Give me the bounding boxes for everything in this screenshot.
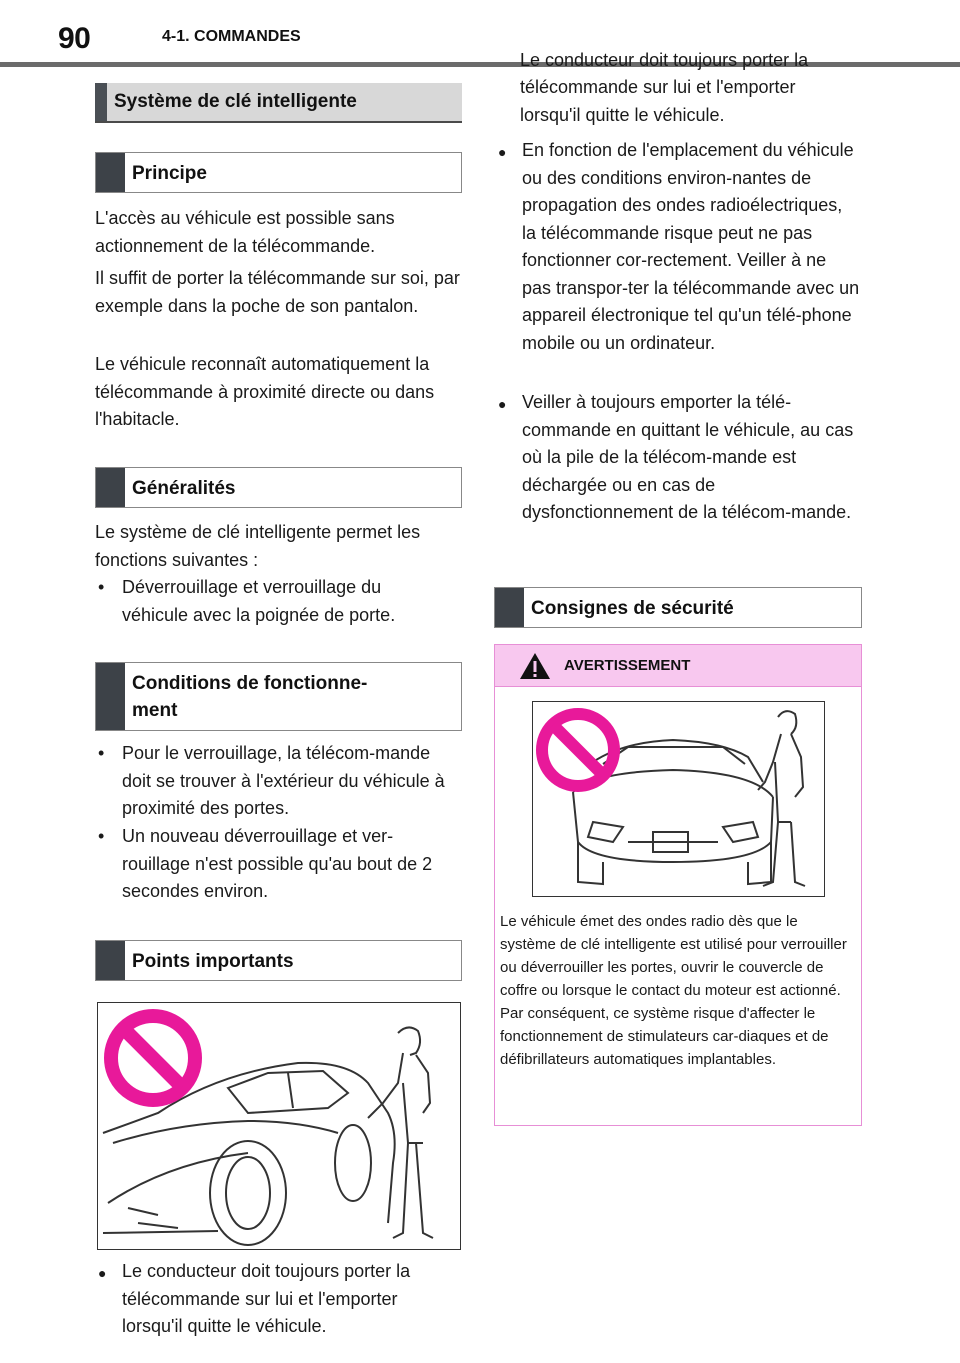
points-bullet-2-text: En fonction de l'emplacement du véhicule ou des conditions environ-nantes de propagation des ondes radioélectriques, la télécommande risque peut ne pas fonctionner cor-rectement. Veiller à ne pas transpor-ter la télécommande avec un appareil électronique tel qu'un télé-phone mobile ou un ordinateur. [522, 140, 860, 353]
illustration-car-front [532, 701, 825, 897]
warning-text: Le véhicule émet des ondes radio dès que le système de clé intelligente est utilisé pour verrouiller ou déverrouiller les portes, ouvrir le couvercle de coffre ou lorsque le contact du moteur est actionné. Par conséquent, ce système risque d'affecter le fonctionnement de stimulateurs car-diaques et de défibrillateurs automatiques implantables. [500, 913, 847, 1068]
warning-triangle-icon [519, 652, 551, 680]
conditions-item-text: Un nouveau déverrouillage et ver-rouillage n'est possible qu'au bout de 2 secondes environ. [122, 826, 433, 901]
principe-paragraph-1: L'accès au véhicule est possible sans actionnement de la télécommande. [95, 208, 395, 256]
points-bullet-1-continuation-text: Le conducteur doit toujours porter la télécommande sur lui et l'emporter lorsqu'il quitte le véhicule. [520, 49, 809, 125]
heading-bar [495, 588, 524, 627]
points-heading-text: Points importants [132, 951, 294, 972]
conditions-heading-line1: Conditions de fonctionne- [132, 673, 368, 694]
points-bullet-1-part1 [122, 1258, 462, 1336]
heading-bar [96, 663, 125, 730]
securite-heading [494, 587, 862, 628]
heading-bar [96, 468, 125, 507]
principe-paragraph-3: Le véhicule reconnaît automatiquement la télécommande à proximité directe ou dans l'habitacle. [95, 354, 435, 429]
points-bullet-3-text: Veiller à toujours emporter la télé-commande en quittant le véhicule, au cas où la pile de la télécom-mande est déchargée ou en cas de dysfonctionnement de la télécom-mande. [522, 392, 854, 522]
illustration-driver-with-key [97, 1002, 461, 1250]
generalites-item-text: Déverrouillage et verrouillage du véhicule avec la poignée de porte. [122, 577, 396, 625]
chapter-title: 4-1. COMMANDES [162, 28, 301, 45]
car-front-illustration [533, 702, 824, 896]
bullet-dot: • [98, 743, 105, 763]
generalites-intro: Le système de clé intelligente permet les fonctions suivantes : [95, 522, 421, 570]
generalites-heading [95, 467, 462, 508]
warning-box [494, 644, 862, 1126]
page-number: 90 [58, 22, 91, 55]
conditions-item-text: Pour le verrouillage, la télécom-mande doit se trouver à l'extérieur du véhicule à proximité des portes. [122, 743, 445, 818]
points-bullet-1-text: Le conducteur doit toujours porter la télécommande sur lui et l'emporter lorsqu'il quitte le véhicule. [122, 1261, 411, 1336]
bullet-dot: ● [498, 144, 507, 160]
principe-paragraph-2: Il suffit de porter la télécommande sur soi, par exemple dans la poche de son pantalon. [95, 268, 460, 316]
warning-header [495, 645, 861, 687]
principe-heading [95, 152, 462, 193]
conditions-heading-text [132, 670, 367, 724]
securite-heading-text: Consignes de sécurité [531, 598, 734, 619]
heading-bar [96, 153, 125, 192]
section-heading-bar [95, 83, 107, 121]
generalites-heading-text: Généralités [132, 478, 236, 499]
conditions-heading-line2: ment [132, 700, 178, 721]
warning-title: AVERTISSEMENT [564, 657, 691, 674]
car-driver-illustration [98, 1003, 460, 1249]
section-heading [95, 83, 462, 123]
points-bullet-1-continuation [520, 49, 860, 130]
bullet-dot: • [98, 577, 105, 597]
principe-heading-text: Principe [132, 163, 207, 184]
bullet-dot: ● [98, 1265, 107, 1281]
section-heading-text: Système de clé intelligente [114, 91, 357, 112]
heading-bar [96, 941, 125, 980]
points-heading [95, 940, 462, 981]
bullet-dot: • [98, 826, 105, 846]
bullet-dot: ● [498, 396, 507, 412]
conditions-heading [95, 662, 462, 731]
